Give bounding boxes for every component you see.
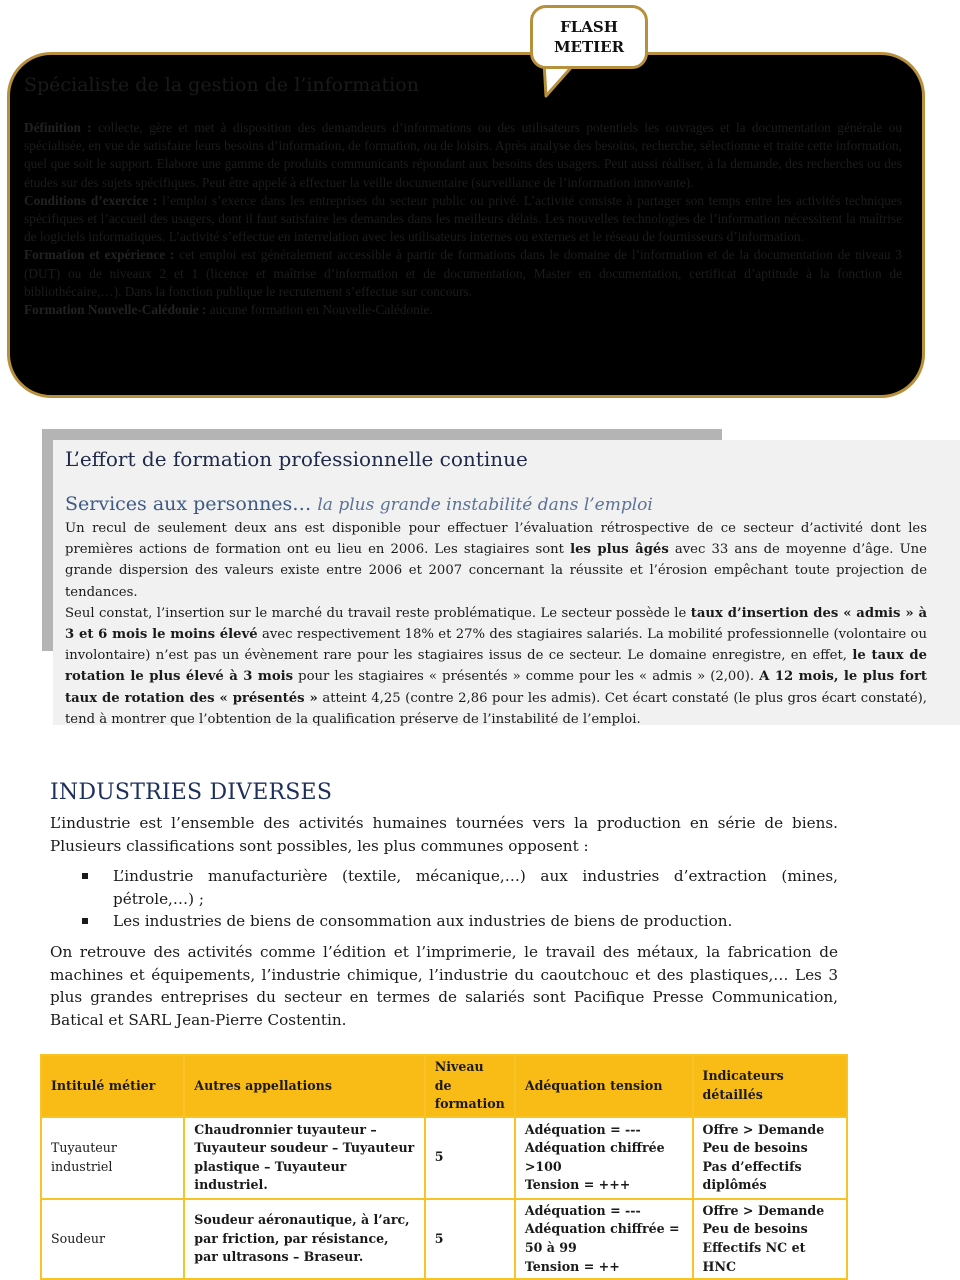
conditions-label: Conditions d’exercice : [24, 192, 158, 208]
formation-experience-label: Formation et expérience : [24, 247, 175, 263]
definition-label: Définition : [24, 120, 92, 135]
flash-metier-bubble [530, 5, 648, 69]
table-row [41, 1117, 847, 1199]
cell-indicateurs: Offre > Demande Peu de besoins Pas d’effectifs diplômés [693, 1117, 847, 1199]
formation-experience-text: cet emploi est généralement accessible à partir de formations dans le domaine de l’information et de la documentation de niveau 3 (DUT) ou de niveaux 2 et 1 (licence et maîtrise d’information et de documentation, Master en documentation, certificat d’aptitude à la fonction de bibliothécaire,…). Dans la fonction publique le recrutement s’effectue sur concours. [24, 247, 902, 299]
formation-body [65, 518, 927, 730]
industries-paragraph: On retrouve des activités comme l’édition et l’imprimerie, le travail des métaux, la fabrication de machines et équipements, l’industrie chimique, l’industrie du caoutchouc et des plastiques,… Les 3 plus grandes entreprises du secteur en termes de salariés sont Pacifique Presse Communication, Batical et SARL Jean-Pierre Costentin. [50, 943, 838, 1029]
formation-nc-label: Formation Nouvelle-Calédonie : [24, 302, 207, 318]
industries-list [50, 865, 838, 933]
list-item [50, 865, 838, 910]
formation-nc-text: aucune formation en Nouvelle-Calédonie. [206, 302, 433, 318]
cell-appellations: Soudeur aéronautique, à l’arc, par friction, par résistance, par ultrasons – Braseur. [184, 1199, 424, 1279]
jobs-table [40, 1054, 848, 1280]
text-run: Seul constat, l’insertion sur le marché du travail reste problématique. Le secteur possède le [65, 605, 691, 621]
cell-adequation: Adéquation = --- Adéquation chiffrée >100 Tension = +++ [515, 1117, 693, 1199]
header-appellations: Autres appellations [184, 1055, 424, 1117]
formation-title: L’effort de formation professionnelle continue [65, 447, 528, 471]
emphasis: le taux de rotation le plus élevé à 3 mois [65, 648, 928, 685]
emphasis: A 12 mois, le plus fort taux de rotation des « présentés » [65, 669, 927, 706]
cell-appellations: Chaudronnier tuyauteur – Tuyauteur soudeur – Tuyauteur plastique – Tuyauteur industriel. [184, 1117, 424, 1199]
services-subtitle: la plus grande instabilité dans l’emploi [317, 495, 653, 515]
formation-paragraph-2 [65, 603, 927, 730]
cell-metier: Soudeur [41, 1199, 184, 1279]
bubble-line-1: FLASH [560, 18, 618, 36]
formation-paragraph-1 [65, 518, 927, 603]
formation-experience-paragraph [24, 246, 902, 301]
text-run: atteint 4,25 (contre 2,86 pour les admis). Cet écart constaté (le plus gros écart constaté), tend à montrer que l’obtention de la qualification préserve de l’instabilité de l’emploi. [65, 690, 927, 727]
square-bullet-icon [82, 918, 88, 924]
list-item-text: Les industries de biens de consommation aux industries de biens de production. [113, 912, 733, 931]
conditions-paragraph [24, 192, 902, 247]
flash-body [24, 119, 902, 319]
definition-paragraph [24, 119, 902, 192]
flash-metier-section [0, 0, 960, 410]
flash-title: Spécialiste de la gestion de l’information [24, 74, 419, 96]
services-title [65, 493, 653, 515]
cell-adequation: Adéquation = --- Adéquation chiffrée = 50 à 99 Tension = ++ [515, 1199, 693, 1279]
list-item-text: L’industrie manufacturière (textile, mécanique,…) aux industries d’extraction (mines, pétrole,…) ; [113, 867, 838, 908]
cell-indicateurs: Offre > Demande Peu de besoins Effectifs NC et HNC [693, 1199, 847, 1279]
cell-metier: Tuyauteur industriel [41, 1117, 184, 1199]
header-indicateurs: Indicateurs détaillés [693, 1055, 847, 1117]
definition-text: collecte, gère et met à disposition des demandeurs d’informations ou des utilisateurs potentiels les ouvrages et la documentation générale ou spécialisée, en vue de satisfaire leurs besoins d’information, de formation, ou de loisirs. Après analyse des besoins, recherche, sélectionne et traite cette information, quel que soit le support. Elabore une gamme de produits communicants répondant aux besoins des usagers. Peut aussi réaliser, à la demande, des recherches ou des études sur des sujets spécifiques. Peut être appelé à effectuer la veille documentaire (surveillance de l’information innovante). [24, 120, 902, 190]
industries-intro: L’industrie est l’ensemble des activités humaines tournées vers la production en série de biens. Plusieurs classifications sont possibles, les plus communes opposent : [50, 814, 838, 855]
text-run: pour les stagiaires « présentés » comme pour les « admis » (2,00). [293, 669, 760, 685]
emphasis: taux d’insertion des « admis » à 3 et 6 mois le moins élevé [65, 605, 927, 643]
table-row [41, 1199, 847, 1279]
header-intitule: Intitulé métier [41, 1055, 184, 1117]
header-adequation: Adéquation tension [515, 1055, 693, 1117]
services-heading: Services aux personnes… [65, 493, 312, 515]
conditions-text: l’emploi s’exerce dans les entreprises du secteur public ou privé. L’activité consiste à partager son temps entre les activités techniques spécifiques et l’accueil des usagers, dont il faut satisfaire les demandes dans les meilleurs délais. Les nouvelles technologies de l’information nécessitent la maîtrise de logiciels informatiques. L’activité s’effectue en interrelation avec les utilisateurs internes ou externes et le réseau de fournisseurs d’information. [24, 192, 902, 245]
bubble-line-2: METIER [553, 38, 625, 56]
cell-niveau: 5 [425, 1199, 515, 1279]
emphasis: les plus âgés [570, 542, 669, 558]
formation-nc-paragraph [24, 301, 902, 319]
cell-niveau: 5 [425, 1117, 515, 1199]
square-bullet-icon [82, 873, 88, 879]
header-niveau: Niveau de formation [425, 1055, 515, 1117]
text-run: Un recul de seulement deux ans est disponible pour effectuer l’évaluation rétrospective de ce secteur d’activité dont les premières actions de formation ont eu lieu en 2006. Les stagiaires sont [65, 521, 927, 558]
table-header-row [41, 1055, 847, 1117]
list-item [50, 910, 838, 933]
text-run: avec respectivement 18% et 27% des stagiaires salariés. La mobilité professionnelle (volontaire ou involontaire) n’est pas un évènement rare pour les stagiaires issus de ce secteur. Le domaine enregistre, en effet, [65, 627, 927, 664]
industries-title: INDUSTRIES DIVERSES [50, 780, 333, 805]
text-run: avec 33 ans de moyenne d’âge. Une grande dispersion des valeurs existe entre 2006 et 2007 concernant la réussite et l’érosion empêchant toute projection de tendances. [65, 542, 927, 600]
